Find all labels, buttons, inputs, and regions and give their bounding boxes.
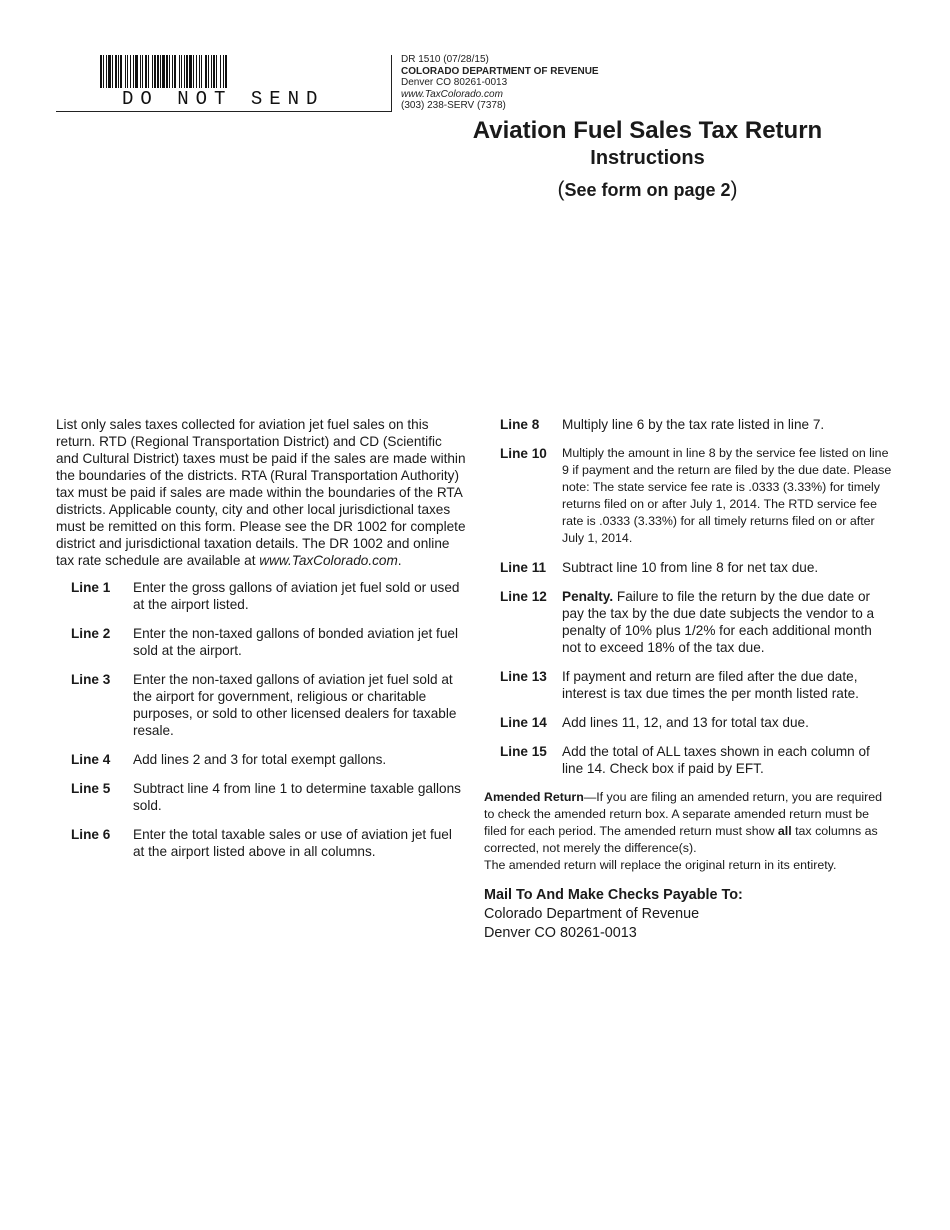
line-item-15: Line 15 Add the total of ALL taxes shown in each column of line 14. Check box if paid by EFT. (500, 744, 870, 776)
line-item-14: Line 14 Add lines 11, 12, and 13 for total tax due. (500, 715, 809, 730)
line-item-10: Line 10 Multiply the amount in line 8 by the service fee listed on line 9 if payment and the return are filed by the due date. Please note: The state service fee rate is .0333 (3.33%) for timely returns filed on or after July 1, 2014. The RTD service fee rate is .0333 (3.33%) for all timely returns filed on or after July 1, 2014. (500, 446, 892, 545)
form-number: DR 1510 (07/28/15) (401, 54, 489, 65)
page-subtitle: Instructions (590, 147, 705, 169)
mail-heading: Mail To And Make Checks Payable To: (484, 887, 743, 903)
amended-return-section: Amended Return—If you are filing an amended return, you are required to check the amended return box. A separate amended return must be filed for each period. The amended return must show all tax columns as corrected, not merely the difference(s). The amended return will replace the original return in its entirety. (484, 790, 883, 872)
mail-to-section (484, 886, 894, 943)
intro-link: www.TaxColorado.com (259, 553, 398, 568)
barcode (100, 55, 325, 110)
amended-return-title: Amended Return (484, 790, 584, 804)
right-column (484, 416, 894, 943)
barcode-bars (100, 55, 322, 88)
line-item-11: Line 11 Subtract line 10 from line 8 for net tax due. (500, 560, 819, 575)
line-item-4: Line 4 Add lines 2 and 3 for total exempt gallons. (71, 752, 387, 767)
header-divider (56, 111, 392, 112)
line-item-1: Line 1 Enter the gross gallons of aviation jet fuel sold or used at the airport listed. (71, 580, 460, 612)
title-block (440, 117, 855, 201)
agency-address: Denver CO 80261-0013 (401, 77, 508, 88)
page-title: Aviation Fuel Sales Tax Return (472, 117, 823, 144)
penalty-label: Penalty. (562, 589, 614, 604)
line-item-8: Line 8 Multiply line 6 by the tax rate listed in line 7. (500, 417, 825, 432)
see-form-note: (See form on page 2) (557, 178, 738, 201)
line-item-3: Line 3 Enter the non-taxed gallons of aviation jet fuel sold at the airport for government, religious or charitable purposes, or sold to other licensed dealers for taxable resale. (71, 672, 457, 738)
line-item-2: Line 2 Enter the non-taxed gallons of bonded aviation jet fuel sold at the airport. (71, 626, 458, 658)
mail-address-line-2: Denver CO 80261-0013 (484, 925, 637, 941)
line-item-5: Line 5 Subtract line 4 from line 1 to determine taxable gallons sold. (71, 781, 461, 813)
agency-name: COLORADO DEPARTMENT OF REVENUE (401, 65, 599, 77)
left-column (56, 416, 466, 872)
line-item-13: Line 13 If payment and return are filed after the due date, interest is tax due times the per month listed rate. (500, 669, 859, 701)
line-item-6: Line 6 Enter the total taxable sales or use of aviation jet fuel at the airport listed above in all columns. (71, 827, 452, 859)
line-item-12: Line 12 Penalty. Failure to file the return by the due date or pay the tax by the due date subjects the vendor to a penalty of 10% plus 1/2% for each additional month not to exceed 18% of the tax due. (500, 589, 875, 655)
header-vertical-divider (391, 55, 392, 112)
agency-block (401, 54, 599, 112)
agency-phone: (303) 238-SERV (7378) (401, 100, 506, 111)
barcode-caption: DO NOT SEND (122, 88, 325, 110)
intro-paragraph: List only sales taxes collected for aviation jet fuel sales on this return. RTD (Regional Transportation District) and CD (Scientific and Cultural District) taxes must be paid if the sales are made within the boundaries of the districts. RTA (Rural Transportation Authority) tax must be paid if sales are made within the boundaries of the RTA districts. Applicable county, city and other local jurisdictional taxes must be remitted on this form. Please see the DR 1002 for complete district and jurisdictional taxation details. The DR 1002 and online tax rate schedule are available at www.TaxColorado.com. (56, 417, 466, 568)
agency-website: www.TaxColorado.com (401, 88, 503, 100)
mail-address-line-1: Colorado Department of Revenue (484, 906, 700, 922)
barcode-gap (227, 55, 229, 88)
